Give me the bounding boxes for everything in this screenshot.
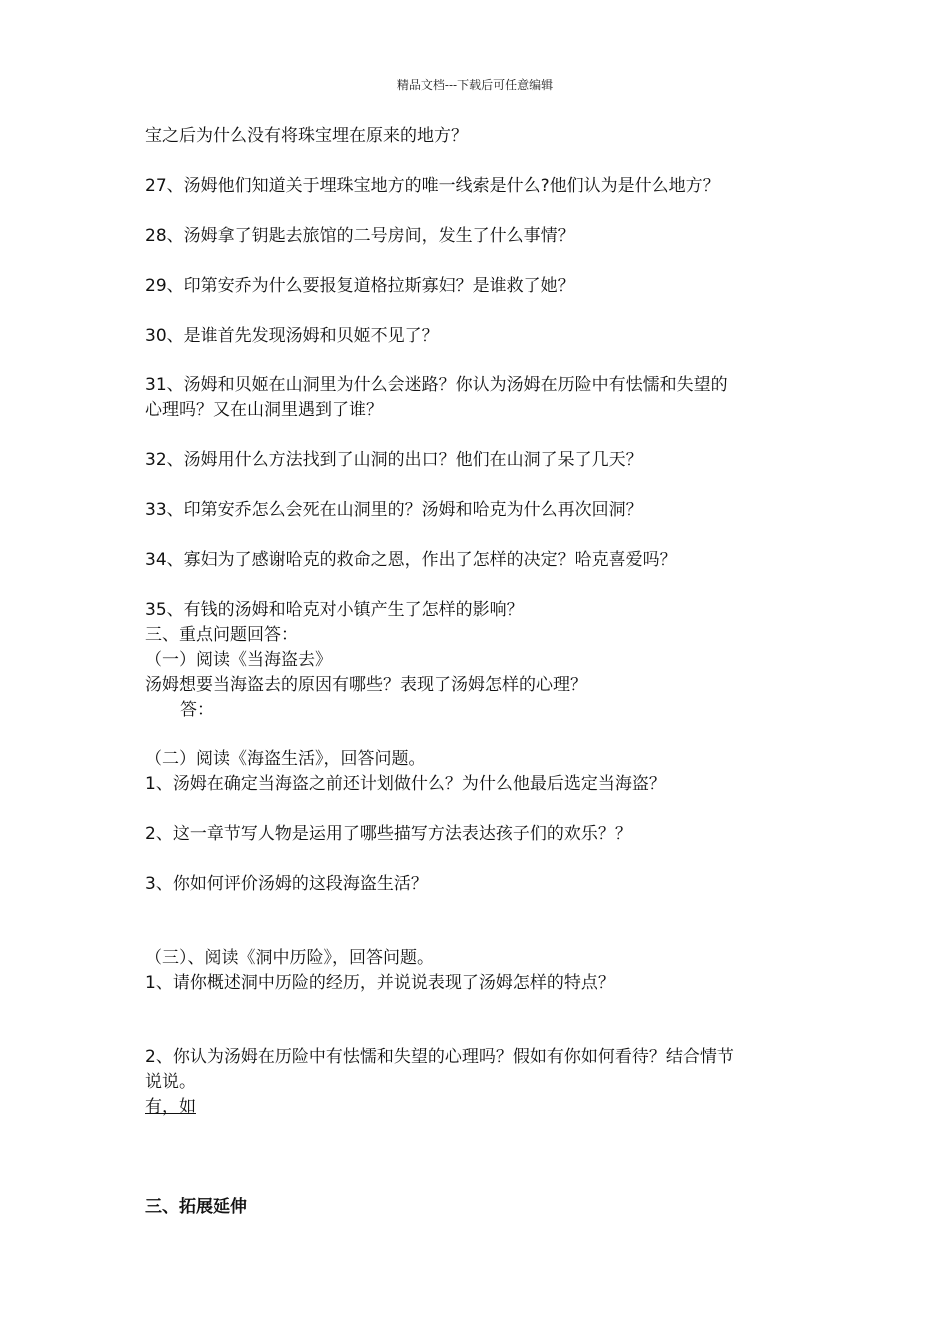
subsection-heading-3: （三）、阅读《洞中历险》，回答问题。 [145,948,434,968]
page-header: 精品文档---下载后可任意编辑 [396,78,554,92]
section-heading-extension: 三、拓展延伸 [145,1197,247,1217]
question-34: 34、寡妇为了感谢哈克的救命之恩，作出了怎样的决定？哈克喜爱吗？ [145,550,677,570]
question-29: 29、印第安乔为什么要报复道格拉斯寡妇？是谁救了她？ [145,276,575,296]
pirate-question-1: 1、汤姆在确定当海盗之前还计划做什么？为什么他最后选定当海盗？ [145,774,666,794]
section-heading-key-questions: 三、重点问题回答： [145,625,298,645]
question-32: 32、汤姆用什么方法找到了山洞的出口？他们在山洞了呆了几天？ [145,450,643,470]
question-35: 35、有钱的汤姆和哈克对小镇产生了怎样的影响？ [145,600,524,620]
cave-question-2: 2、你认为汤姆在历险中有怯懦和失望的心理吗？假如有你如何看待？结合情节 [145,1047,734,1067]
question-28: 28、汤姆拿了钥匙去旅馆的二号房间，发生了什么事情？ [145,226,575,246]
pirate-question-3: 3、你如何评价汤姆的这段海盗生活？ [145,874,428,894]
question-27: 27、汤姆他们知道关于埋珠宝地方的唯一线索是什么?他们认为是什么地方？ [145,176,720,196]
pirate-question-2: 2、这一章节写人物是运用了哪些描写方法表达孩子们的欢乐？？ [145,824,632,844]
subsection-heading-2: （二）阅读《海盗生活》，回答问题。 [145,749,426,769]
question-33: 33、印第安乔怎么会死在山洞里的？汤姆和哈克为什么再次回洞？ [145,500,643,520]
cave-question-2-cont: 说说。 [145,1072,196,1092]
subsection-heading-1: （一）阅读《当海盗去》 [145,650,332,670]
question-line: 宝之后为什么没有将珠宝埋在原来的地方？ [145,126,468,146]
key-question-1: 汤姆想要当海盗去的原因有哪些？表现了汤姆怎样的心理？ [145,675,587,695]
question-31: 31、汤姆和贝姬在山洞里为什么会迷路？你认为汤姆在历险中有怯懦和失望的 [145,375,728,395]
question-31-cont: 心理吗？又在山洞里遇到了谁？ [145,400,383,420]
question-30: 30、是谁首先发现汤姆和贝姬不见了？ [145,326,439,346]
answer-label: 答： [180,700,214,720]
answer-text: 有，如 [145,1097,196,1117]
cave-question-1: 1、请你概述洞中历险的经历，并说说表现了汤姆怎样的特点？ [145,973,615,993]
